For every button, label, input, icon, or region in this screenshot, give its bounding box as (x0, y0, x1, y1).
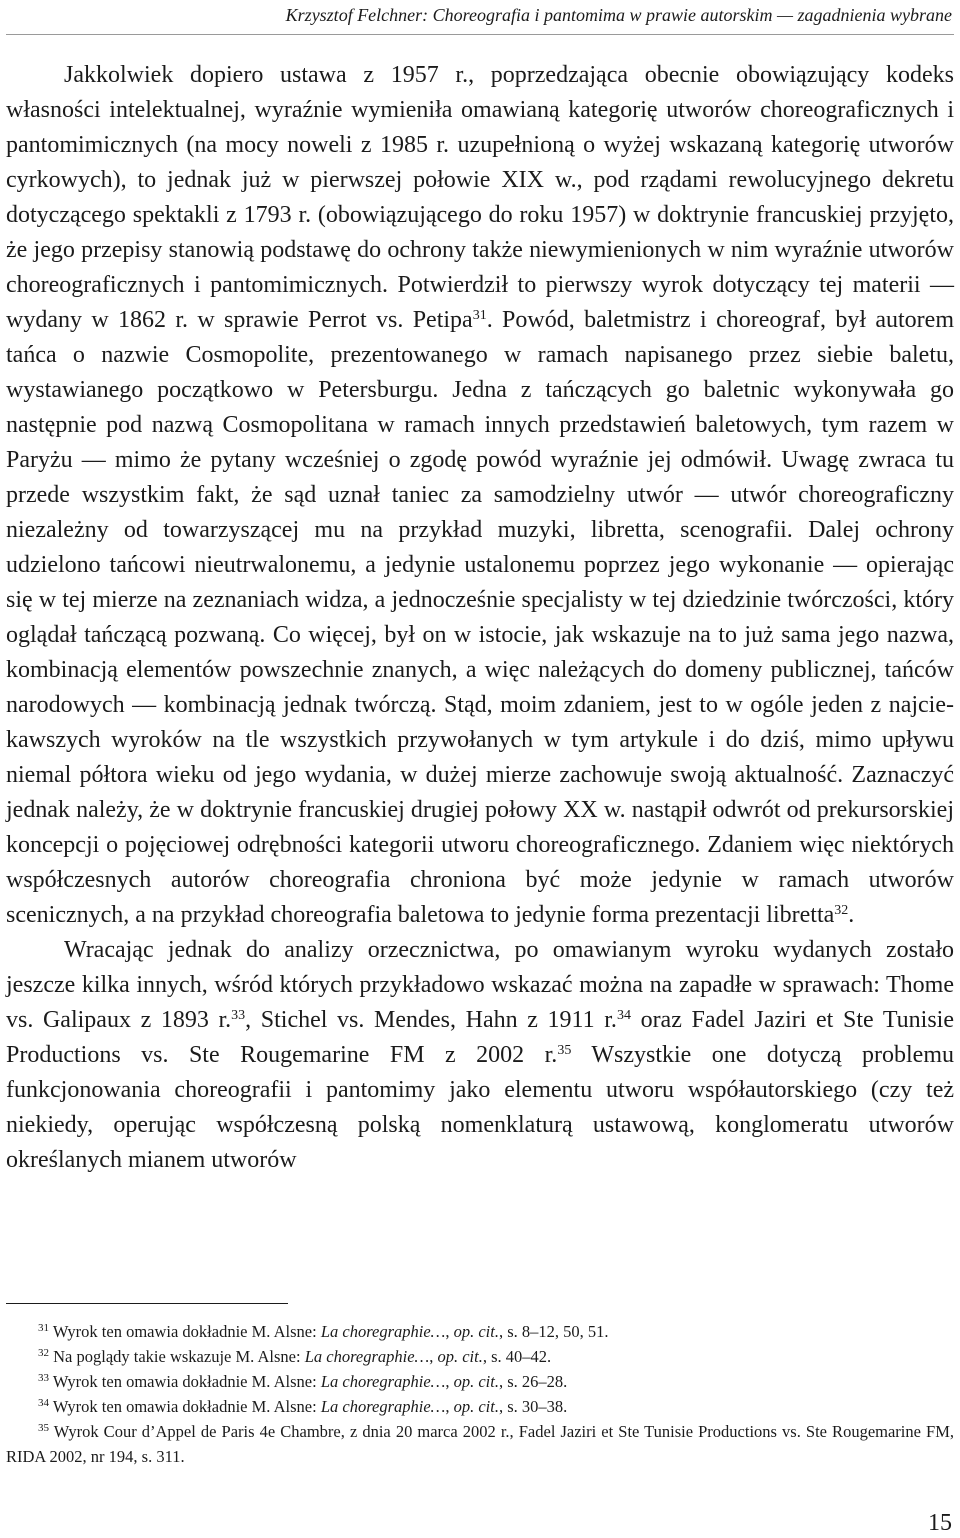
footnote-text: Wyrok Cour d’Appel de Paris 4e Chambre, z dnia 20 marca 2002 r., Fadel Jaziri et Ste Tunisie Productions vs. Ste Rougemarine FM, RIDA 2002, nr 194, s. 311. (6, 1422, 954, 1466)
footnote-divider (6, 1303, 288, 1304)
footnote-cit: op. cit. (437, 1347, 483, 1366)
footnote-33 (6, 1369, 954, 1394)
paragraph-2 (6, 933, 954, 1178)
footnote-separator: , (445, 1397, 454, 1416)
running-head: Krzysztof Felchner: Choreografia i pantomima w prawie autorskim — zagadnienia wybrane (285, 5, 952, 25)
footnote-ref-35[interactable]: 35 (557, 1043, 572, 1058)
paragraph-2-text-c: oraz Fadel Jaziri et Ste Tunisie Productions vs. Ste Rougemarine FM z 2002 r. (6, 1007, 954, 1068)
footnote-separator: , (445, 1322, 454, 1341)
page-number: 15 (928, 1510, 952, 1536)
footnote-ref-34[interactable]: 34 (616, 1008, 631, 1023)
footnote-32 (6, 1344, 954, 1369)
footnote-ref-31[interactable]: 31 (472, 308, 487, 323)
footnote-cit: op. cit. (453, 1397, 499, 1416)
footnote-ref-32[interactable]: 32 (834, 903, 849, 918)
footnotes (6, 1319, 954, 1469)
footnote-separator: , (445, 1372, 454, 1391)
paragraph-1-text-c: . (848, 902, 855, 928)
footnote-title: La choregraphie… (320, 1322, 446, 1341)
paragraph-1-text-a: Jakkolwiek dopiero ustawa z 1957 r., poprzedzająca obecnie obowiązujący kodeks własności intelektualnej, wyraźnie wymieniła omawianą kategorię utworów choreograficznych i pantomimicznych (na mocy noweli z 1985 r. uzupełnioną o wyżej wskazaną kategorię utworów cyrkowych), to jednak już w pierwszej połowie XIX w., pod rządami rewolucyjnego dekretu dotyczącego spektakli z 1793 r. (obowiązującego do roku 1957) w doktrynie francuskiej przyjęto, że jego przepisy stanowią podstawę do ochrony także niewymienionych w nim wyraźnie utworów choreograficznych i pantomimicznych. Potwierdził to pierwszy wyrok dotyczący tej materii — wydany w 1862 r. w sprawie Perrot vs. Petipa (6, 62, 954, 333)
footnote-cit: op. cit. (453, 1372, 499, 1391)
paragraph-1 (6, 58, 954, 933)
footnote-text: Wyrok ten omawia dokładnie M. Alsne: (52, 1397, 321, 1416)
header-divider (6, 34, 954, 35)
footnote-separator: , (429, 1347, 438, 1366)
footnote-number: 33 (38, 1372, 49, 1384)
footnote-number: 32 (38, 1347, 49, 1359)
footnote-text: Wyrok ten omawia dokładnie M. Alsne: (52, 1372, 321, 1391)
footnote-pages: , s. 40–42. (482, 1347, 552, 1366)
footnote-title: La choregraphie… (304, 1347, 430, 1366)
footnote-title: La choregraphie… (320, 1372, 446, 1391)
footnote-number: 31 (38, 1322, 49, 1334)
paragraph-2-text-a: Wracając jednak do analizy orzecznictwa, po omawianym wyroku wydanych zostało jeszcze kilka innych, wśród których przykładowo wskazać można na zapadłe w sprawach: Thome vs. Galipaux z 1893 r. (6, 937, 954, 1033)
footnote-text: Na poglądy takie wskazuje M. Alsne: (53, 1347, 305, 1366)
main-text (6, 58, 954, 1178)
paragraph-2-text-d: Wszystkie one dotyczą problemu funkcjonowania choreografii i pantomimy jako elementu utworu współautorskiego (czy też niekiedy, operując współczesną polską nomenklaturą ustawową, konglomeratu utworów określanych mianem utworów (6, 1042, 955, 1173)
footnote-number: 35 (38, 1422, 49, 1434)
footnote-35 (6, 1419, 954, 1469)
footnote-text: Wyrok ten omawia dokładnie M. Alsne: (52, 1322, 321, 1341)
footnote-pages: , s. 26–28. (498, 1372, 568, 1391)
footnote-31 (6, 1319, 954, 1344)
footnote-34 (6, 1394, 954, 1419)
footnote-pages: , s. 30–38. (498, 1397, 568, 1416)
footnote-pages: , s. 8–12, 50, 51. (498, 1322, 609, 1341)
footnote-title: La choregraphie… (320, 1397, 446, 1416)
footnote-number: 34 (38, 1397, 49, 1409)
footnote-ref-33[interactable]: 33 (231, 1008, 246, 1023)
paragraph-1-text-b: . Powód, baletmistrz i choreograf, był autorem tańca o nazwie Cosmopolite, prezentowanego w ramach napisanego przez siebie baletu, wystawianego początkowo w Petersburgu. Jedna z tańczących go baletnic wykonywała go następnie pod nazwą Cosmopolitana w ramach innych przedstawień baletowych, tym razem w Paryżu — mimo że pytany wcześniej o zgodę powód wyraźnie jej odmówił. Uwagę zwraca tu przede wszystkim fakt, że sąd uznał taniec za samodzielny utwór — utwór choreograficzny niezależny od towarzyszącej mu na przykład muzyki, libretta, scenografii. Dalej ochrony udzielono tańcowi nieutrwalonemu, a jedynie ustalonemu poprzez jego wykonanie — opierając się w tej mierze na zeznaniach widza, a jednocześnie specjalisty w tej dziedzinie twórczości, który oglądał tańczącą pozwaną. Co więcej, był on w istocie, jak wskazuje na to już sama jego nazwa, kombinacją elementów powszechnie znanych, a więc należących do domeny publicznej, tańców narodowych — kombinacją jednak twórczą. Stąd, moim zdaniem, jest to w ogóle jeden z najciekawszych wyroków na tle wszystkich przywołanych w tym artykule i do dziś, mimo upływu niemal półtora wieku od jego wydania, w dużej mierze zachowuje swoją aktualność. Zaznaczyć jednak należy, że w doktrynie francuskiej drugiej połowy XX w. nastąpił odwrót od prekursorskiej koncepcji o pojęciowej odrębności kategorii utworu choreograficznego. Zdaniem więc niektórych współczesnych autorów choreografia chroniona być może jedynie w ramach utworów scenicznych, a na przykład choreografia baletowa to jedynie forma prezentacji libretta (6, 307, 954, 928)
paragraph-2-text-b: , Stichel vs. Mendes, Hahn z 1911 r. (245, 1007, 617, 1033)
footnote-cit: op. cit. (453, 1322, 499, 1341)
